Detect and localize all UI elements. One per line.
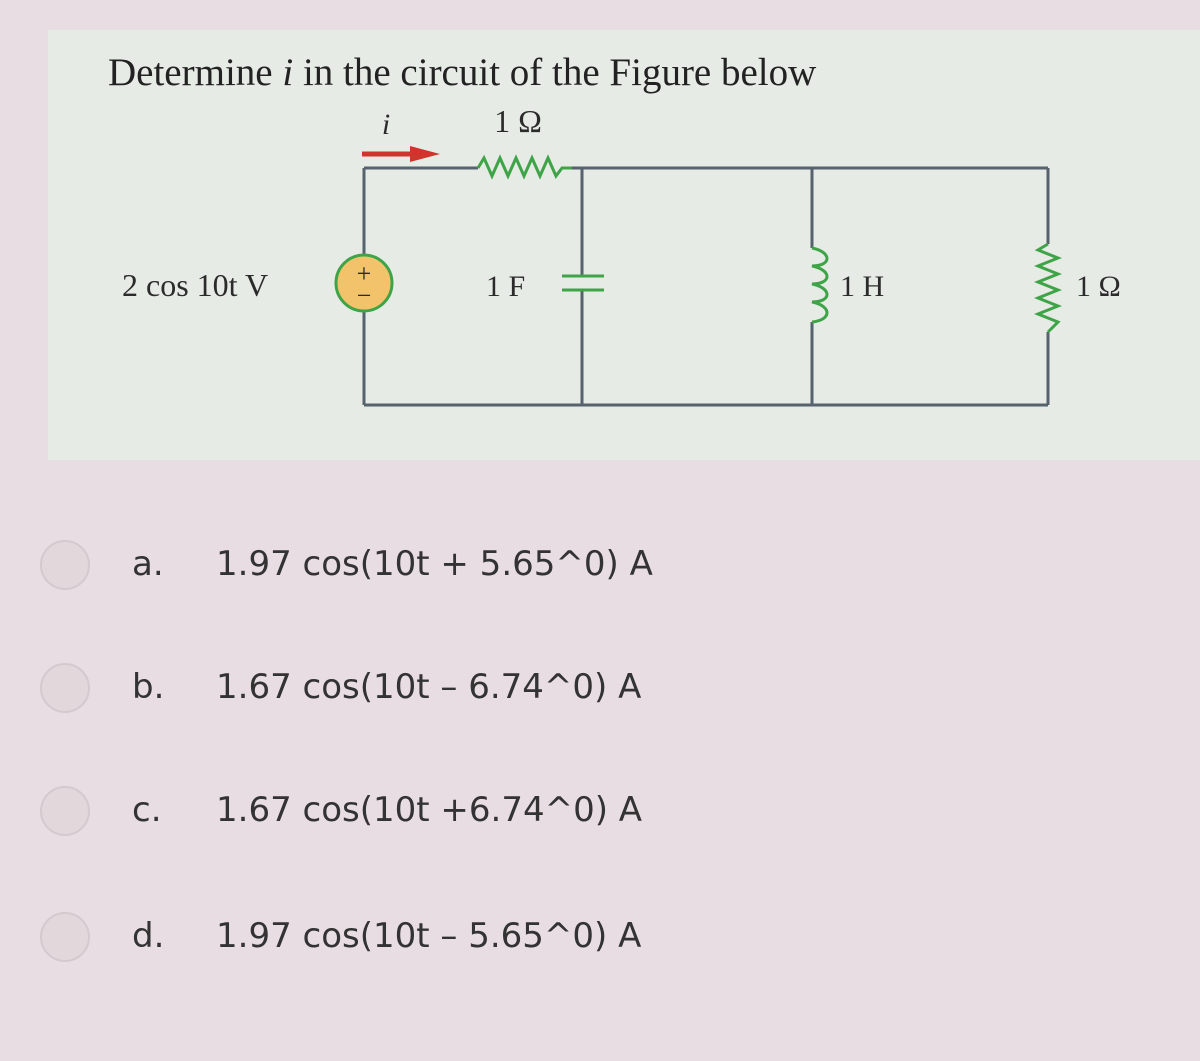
option-c-text: 1.67 cos(10t +6.74^0) A: [216, 790, 643, 830]
option-b-radio[interactable]: [40, 663, 90, 713]
option-a-letter: a.: [132, 544, 164, 584]
source-minus: −: [356, 281, 372, 310]
option-d-radio[interactable]: [40, 912, 90, 962]
inductor-label: 1 H: [840, 270, 885, 303]
option-a-radio[interactable]: [40, 540, 90, 590]
question-suffix: in the circuit of the Figure below: [293, 51, 817, 94]
inductor-coil: [812, 248, 827, 322]
shunt-resistor: [1038, 244, 1058, 332]
series-resistor-label: 1 Ω: [494, 103, 542, 139]
current-label: i: [381, 108, 391, 141]
option-a-text: 1.97 cos(10t + 5.65^0) A: [216, 544, 653, 584]
question-variable: i: [282, 51, 294, 94]
option-d-text: 1.97 cos(10t – 5.65^0) A: [216, 916, 642, 956]
option-c-radio[interactable]: [40, 786, 90, 836]
series-resistor: [478, 158, 572, 176]
option-a[interactable]: [40, 530, 760, 600]
shunt-resistor-label: 1 Ω: [1076, 270, 1121, 303]
circuit-diagram: [0, 0, 1200, 470]
option-b-letter: b.: [132, 667, 165, 707]
capacitor-label: 1 F: [486, 270, 526, 303]
source-label: 2 cos 10t V: [122, 267, 269, 303]
option-b[interactable]: [40, 653, 760, 723]
option-d[interactable]: [40, 902, 760, 972]
option-d-letter: d.: [132, 916, 165, 956]
current-arrow-head: [410, 146, 440, 162]
option-b-text: 1.67 cos(10t – 6.74^0) A: [216, 667, 642, 707]
option-c[interactable]: [40, 776, 760, 846]
source-plus: +: [356, 259, 372, 288]
question-prefix: Determine: [108, 51, 283, 94]
option-c-letter: c.: [132, 790, 162, 830]
